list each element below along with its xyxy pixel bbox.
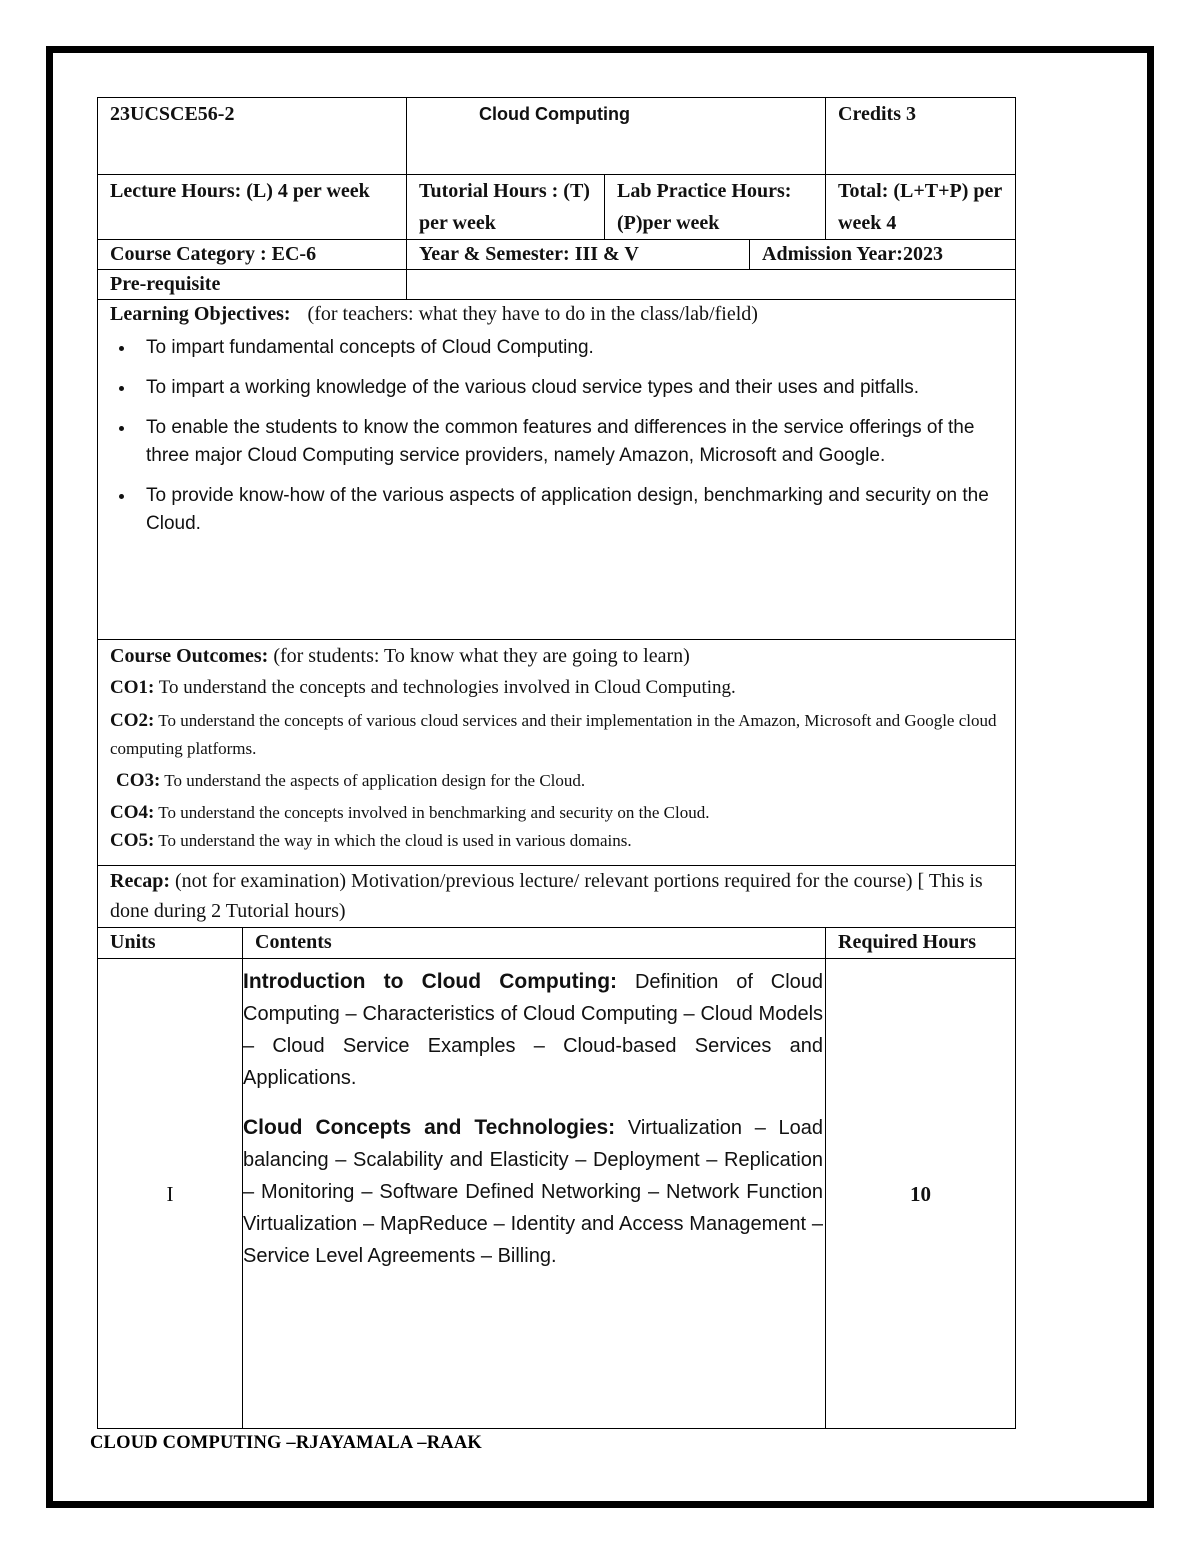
co5-text: To understand the way in which the cloud is used in various domains. [158, 831, 632, 850]
co2-text: To understand the concepts of various cloud services and their implementation in the Amazon, Microsoft and Google cloud computing platforms. [110, 711, 997, 758]
co3-text: To understand the aspects of application design for the Cloud. [164, 771, 586, 790]
section-text: Virtualization – Load balancing – Scalability and Elasticity – Deployment – Replication – Monitoring – Software Defined Networking – Network Function Virtualization – MapReduce – Identity and Access Management – Service Level Agreements – Billing. [243, 1117, 824, 1267]
outcomes-note: (for students: To know what they are going to learn) [273, 645, 690, 667]
objective-item: • To provide know-how of the various aspects of application design, benchmarking and security on the Cloud. [136, 482, 1015, 538]
unit-number: I [98, 959, 243, 1429]
objectives-note: (for teachers: what they have to do in the class/lab/field) [307, 303, 758, 325]
co4-code: CO4: [110, 802, 155, 823]
outcomes-label: Course Outcomes: [110, 645, 269, 667]
objective-item: • To enable the students to know the common features and differences in the service offerings of the three major Cloud Computing service providers, namely Amazon, Microsoft and Google. [136, 414, 1015, 470]
co4-text: To understand the concepts involved in benchmarking and security on the Cloud. [158, 803, 710, 822]
recap-label: Recap: [110, 870, 170, 892]
course-code: 23UCSCE56-2 [98, 98, 407, 175]
prerequisite-label: Pre-requisite [98, 270, 407, 300]
course-title: Cloud Computing [407, 98, 826, 175]
prerequisite-value [407, 270, 1016, 300]
objective-item: • To impart fundamental concepts of Cloud Computing. [136, 334, 1015, 362]
section-title: Cloud Concepts and Technologies: [243, 1116, 616, 1139]
lecture-hours: Lecture Hours: (L) 4 per week [98, 175, 407, 240]
objectives-list [110, 334, 1015, 538]
admission-year: Admission Year:2023 [750, 240, 1016, 270]
section-title: Introduction to Cloud Computing: [243, 970, 618, 993]
credits: Credits 3 [826, 98, 1016, 175]
unit-contents [243, 959, 826, 1429]
tutorial-hours: Tutorial Hours : (T) per week [407, 175, 605, 240]
lab-hours: Lab Practice Hours: (P)per week [605, 175, 826, 240]
year-semester: Year & Semester: III & V [407, 240, 750, 270]
header-units: Units [98, 928, 243, 959]
section-text: Definition of Cloud Computing – Characteristics of Cloud Computing – Cloud Models – Cloud Service Examples – Cloud-based Services and Applications. [243, 971, 824, 1089]
recap [98, 866, 1016, 928]
objectives-label: Learning Objectives: [110, 303, 291, 325]
course-outcomes [98, 640, 1016, 866]
header-required-hours: Required Hours [826, 928, 1016, 959]
page-footer: CLOUD COMPUTING –RJAYAMALA –RAAK [90, 1433, 483, 1453]
co3-code: CO3: [116, 770, 161, 791]
course-category: Course Category : EC-6 [98, 240, 407, 270]
recap-text: (not for examination) Motivation/previous lecture/ relevant portions required for the course) [ This is done during 2 Tutorial hours) [110, 870, 983, 922]
learning-objectives [98, 300, 1016, 640]
co2-code: CO2: [110, 710, 155, 731]
co1-text: To understand the concepts and technologies involved in Cloud Computing. [158, 677, 736, 698]
syllabus-table [97, 97, 1016, 1429]
unit-hours: 10 [826, 959, 1016, 1429]
objective-item: • To impart a working knowledge of the various cloud service types and their uses and pitfalls. [136, 374, 1015, 402]
co5-code: CO5: [110, 830, 155, 851]
total-hours: Total: (L+T+P) per week 4 [826, 175, 1016, 240]
header-contents: Contents [243, 928, 826, 959]
co1-code: CO1: [110, 677, 155, 698]
